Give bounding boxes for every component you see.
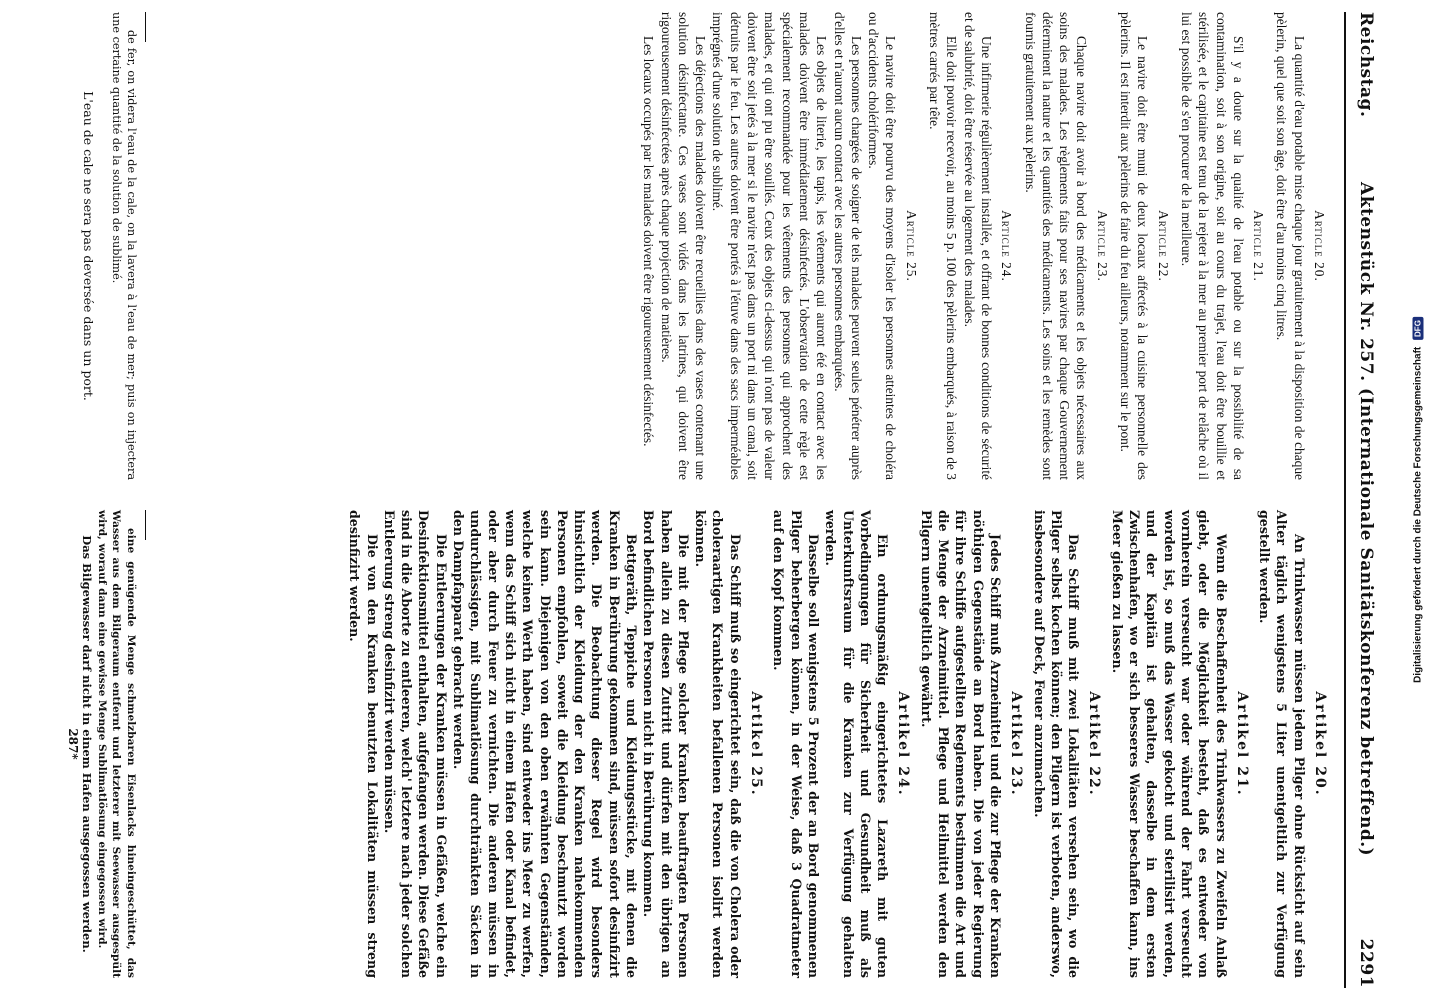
article-paragraph: Wenn die Beschaffenheit des Trinkwassers zu Zweifeln Anlaß giebt, oder die Möglichkeit besteht, daß es entweder von vornherein verseucht war oder während der Fahrt verseucht worden ist, so muß das Wasser gekocht und sterilisirt werden, und der Kapitän ist gehalten, dasselbe in dem ersten Zwischenhafen, wo er sich besseres Wasser beschaffen kann, ins Meer gießen zu lassen. — [1109, 510, 1229, 978]
article-heading: Artikel 22. — [1086, 691, 1103, 797]
footnote-german: eine genügende Menge schmelzbaren Eisenlacks hineingeschüttet, das Wasser aus dem Bilgeraum entfernt und letzterer mit Seewasser ausgespült wird, worauf dann eine gewisse Menge Sublimatlösung eingegossen wird. — [96, 510, 137, 978]
signature-mark: 287* — [66, 728, 80, 760]
article-paragraph: Le navire doit être muni de deux locaux affectés à la cuisine personnelle des pèlerins. Il est interdit aux pèlerins de faire du feu ailleurs, notamment sur le pont. — [1118, 12, 1151, 480]
article-paragraph: Die mit der Pflege solcher Kranken beauftragten Personen haben allein zu diesen Zutritt und dürfen mit den übrigen an Bord befindlichen Personen nicht in Berührung kommen. — [641, 510, 691, 978]
french-column — [640, 12, 1334, 480]
article-paragraph: Die von den Kranken benutzten Lokalitäten müssen streng desinfizirt werden. — [347, 510, 380, 978]
closing-line-french: L'eau de cale ne sera pas deversée dans un port. — [81, 91, 96, 401]
digitization-credit — [1413, 317, 1424, 683]
page-header — [1350, 12, 1376, 988]
article-paragraph: Elle doit pouvoir recevoir, au moins 5 p. 100 des pèlerins embarqués, à raison de 3 mètres carrés par tête. — [927, 12, 960, 480]
article-paragraph: Das Schiff muß mit zwei Lokalitäten versehen sein, wo die Pilger selbst kochen können; den Pilgern ist verboten, anderswo, insbesondere auf Deck, Feuer anzumachen. — [1031, 510, 1082, 978]
german-column — [346, 510, 1334, 978]
footnote-rule-french — [145, 12, 146, 42]
digitization-credit-text: Digitalisierung gefördert durch die Deutsche Forschungsgemeinschaft — [1412, 346, 1424, 683]
article-paragraph: Die Entleerungen der Kranken müssen in Gefäßen, welche ein Desinfektionsmittel enthalten, aufgefangen werden. Diese Gefäße sind in die Aborte zu entleeren, welch' letztere nach jeder solchen Entleerung streng desinfizirt werden müssen. — [381, 510, 449, 978]
article-paragraph: Bettgeräth, Teppiche und Kleidungsstücke, mit denen die Kranken in Berührung gekommen sind, müssen sofort desinfizirt werden. Die Beobachtung dieser Regel wird besonders hinsichtlich der Kleidung der den Kranken nahekommenden Personen empfohlen, soweit die Kleidung beschmutzt worden sein kann. Diejenigen von den oben erwähnten Gegenständen, welche keinen Werth haben, sind entweder ins Meer zu werfen, wenn das Schiff sich nicht in einem Hafen oder Kanal befindet, oder aber durch Feuer zu vernichten. Die anderen müssen in undurchlässigen, mit Sublimatlösung durchtränkten Säcken in den Dampfapparat gebracht werden. — [451, 510, 640, 978]
article-heading: Article 20. — [1312, 210, 1327, 282]
page-number: 2291 — [1356, 938, 1376, 988]
footnote-french: de fer, on videra l'eau de la cale, on la lavera à l'eau de mer; puis on injectera une certaine quantité de la solution de sublimé. — [110, 12, 138, 480]
article-paragraph: Jedes Schiff muß Arzneimittel und die zur Pflege der Kranken nöthigen Gegenstände an Bord haben. Die von jeder Regierung für ihre Schiffe aufgestellten Reglements bestimmen die Art und die Menge der Arzneimittel. Pflege und Heilmittel werden den Pilgern unentgeltlich gewährt. — [918, 510, 1003, 978]
closing-line-german: Das Bilgewasser darf nicht in einem Hafen ausgegossen werden. — [80, 535, 94, 953]
article-paragraph: Chaque navire doit avoir à bord des médicaments et les objets nécessaires aux soins des malades. Les règlements faits pour ses navires par chaque Gouvernement déterminent la nature et les quantités des médicaments. Les soins et les remèdes sont fournis gratuitement aux pèlerins. — [1022, 12, 1090, 480]
article-heading: Article 24. — [999, 210, 1015, 282]
article-heading: Article 22. — [1155, 210, 1171, 282]
footnote-rule-german — [145, 510, 146, 540]
article-paragraph: Dasselbe soll wenigstens 5 Prozent der an Bord genommenen Pilger beherbergen können, in der Weise, daß 3 Quadratmeter auf den Kopf kommen. — [771, 510, 821, 978]
header-left: Reichstag. — [1356, 12, 1376, 118]
dfg-logo: DFG — [1413, 317, 1424, 340]
article-paragraph: An Trinkwasser müssen jedem Pilger ohne Rücksicht auf sein Alter täglich wenigstens 5 Liter unentgeltlich zur Verfügung gestellt werden. — [1257, 510, 1307, 978]
article-paragraph: Ein ordnungsmäßig eingerichtetes Lazareth mit guten Vorbedingungen für Sicherheit und Gesundheit muß als Unterkunftsraum für die Kranken zur Verfügung gehalten werden. — [823, 510, 891, 978]
article-heading: Artikel 23. — [1008, 691, 1025, 797]
header-title: Aktenstück Nr. 257. (Internationale Sanitätskonferenz betreffend.) — [1356, 182, 1376, 857]
article-heading: Article 23. — [1094, 210, 1110, 282]
article-paragraph: Les déjections des malades doivent être recueillies dans des vases contenant une solution désinfectante. Ces vases sont vidés dans les latrines, qui doivent être rigoureusement désinfectées après chaque projection de matières. — [658, 12, 709, 480]
article-heading: Article 21. — [1251, 210, 1267, 282]
article-paragraph: S'il y a doute sur la qualité de l'eau potable ou sur la possibilité de sa contamination, soit à son origine, soit au cours du trajet, l'eau doit être bouillie et stérilisée, et le capitaine est tenu de la rejeter à la mer au premier port de relâche où il lui est possible de s'en procurer de la meilleure. — [1178, 12, 1246, 480]
article-paragraph: Les objets de literie, les tapis, les vêtements qui auront été en contact avec les malades doivent être immédiatement désinfectés. L'observation de cette règle est spécialement recommandée pour les vêtements des personnes qui approchent des malades, et qui ont pu être souillés. Ceux des objets ci-dessus qui n'ont pas de valeur doivent être soit jetés à la mer si le navire n'est pas dans un port ni dans un canal, soit détruits par le feu. Les autres doivent être portés à l'étuve dans des sacs imperméables imprégnés d'une solution de sublimé. — [710, 12, 830, 480]
article-paragraph: Le navire doit être pourvu des moyens d'isoler les personnes atteintes de choléra ou d'accidents cholériformes. — [866, 12, 899, 480]
article-heading: Artikel 20. — [1312, 691, 1328, 797]
article-heading: Artikel 21. — [1233, 691, 1250, 797]
article-paragraph: Les personnes chargées de soigner de tels malades peuvent seules pénétrer auprès d'elles et n'auront aucun contact avec les autres personnes embarquées. — [831, 12, 864, 480]
header-rule — [1344, 12, 1346, 988]
article-heading: Artikel 24. — [895, 691, 912, 797]
article-paragraph: Das Schiff muß so eingerichtet sein, daß die von Cholera oder choleraartigen Krankheiten befallenen Personen isolirt werden können. — [693, 510, 743, 978]
article-heading: Article 25. — [903, 210, 919, 282]
article-paragraph: Les locaux occupés par les malades doivent être rigoureusement désinfectés. — [641, 36, 657, 447]
article-paragraph: Une infirmerie régulièrement installée, et offrant de bonnes conditions de sécurité et de salubrité, doit être réservée au logement des malades. — [961, 12, 994, 480]
article-heading: Artikel 25. — [748, 691, 765, 797]
article-paragraph: La quantité d'eau potable mise chaque jour gratuitement à la disposition de chaque pèlerin, quel que soit son âge, doit être d'au moins cinq litres. — [1274, 12, 1307, 480]
